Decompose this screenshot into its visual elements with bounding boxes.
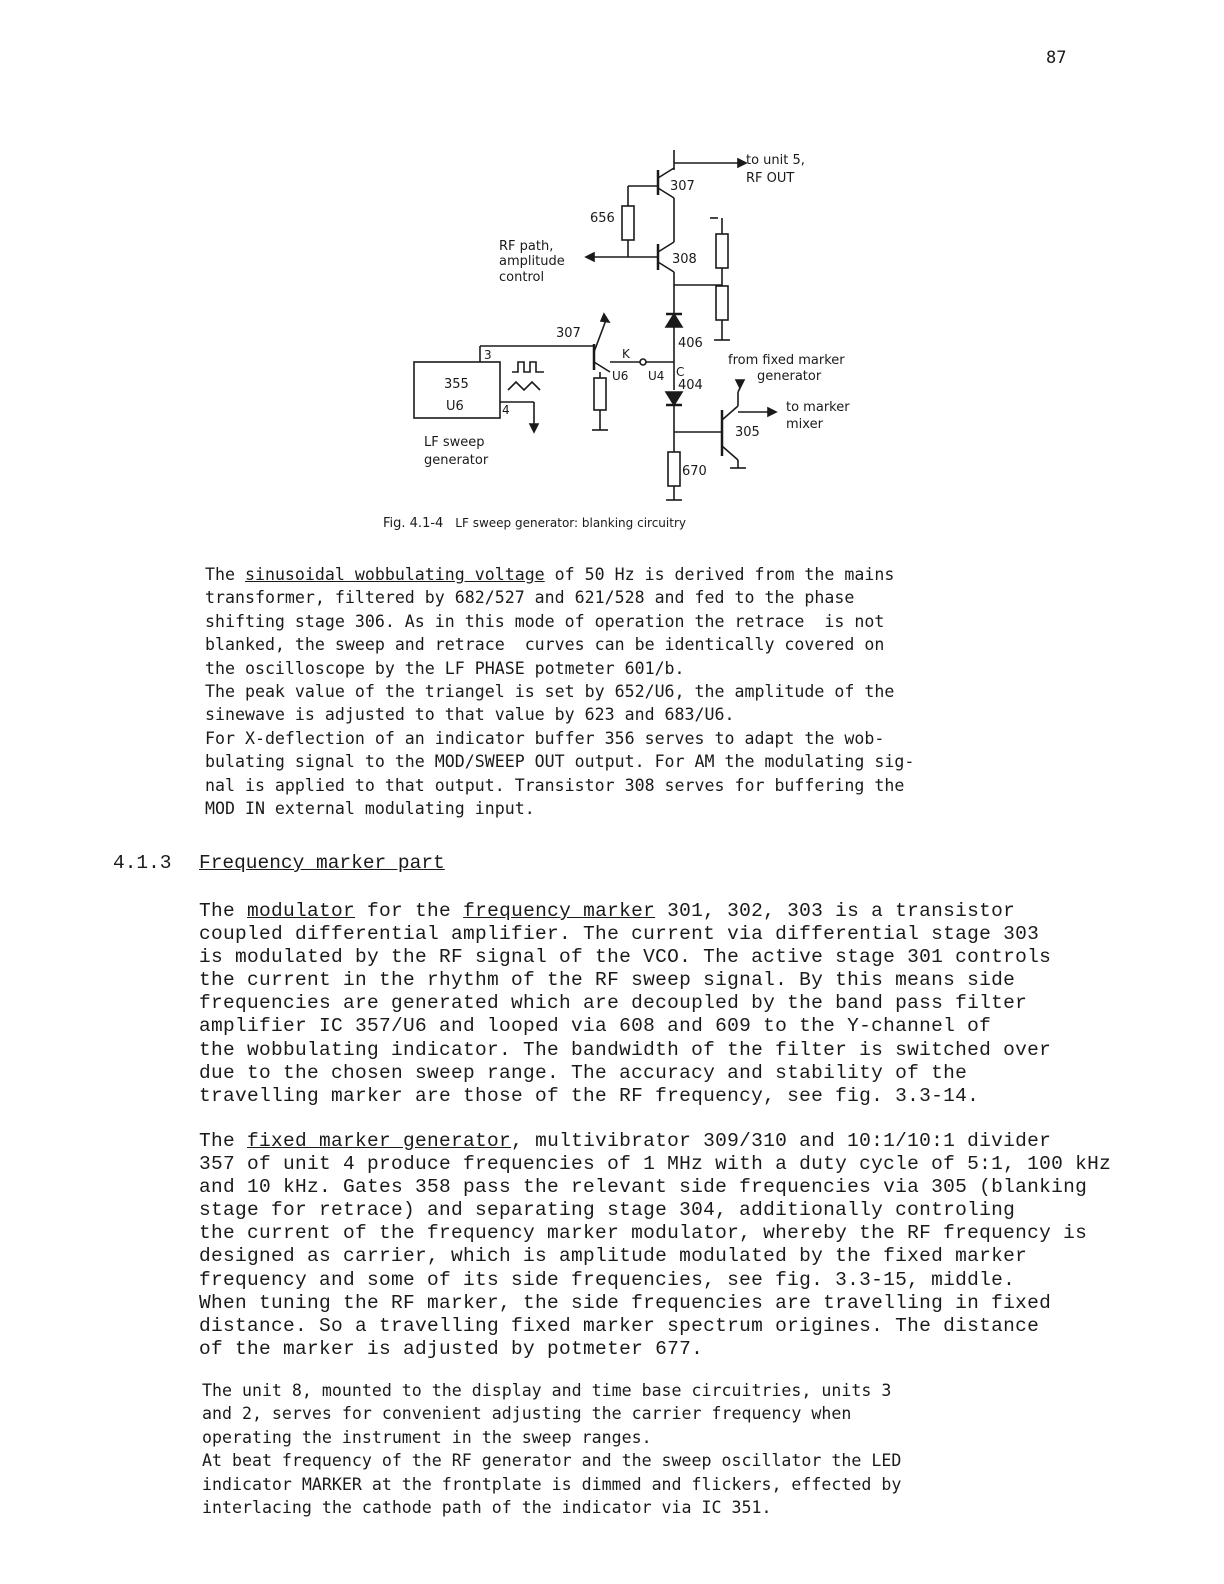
underlined-term: sinusoidal wobbulating voltage <box>244 565 545 584</box>
label-to-unit5: to unit 5, <box>746 153 805 168</box>
underlined-term: modulator <box>247 900 356 922</box>
label-670: 670 <box>682 464 707 479</box>
label-308: 308 <box>672 252 697 267</box>
text: for the <box>355 900 464 922</box>
wire <box>658 168 674 178</box>
wire <box>594 362 610 372</box>
blanking-circuit-diagram <box>400 140 880 520</box>
text: The <box>199 1130 248 1152</box>
label-pin3: 3 <box>484 348 492 362</box>
wire <box>658 242 674 252</box>
label-control: control <box>499 270 545 285</box>
diode-406 <box>666 314 682 327</box>
underlined-term: fixed marker generator <box>247 1130 512 1152</box>
paragraph-unit8: The unit 8, mounted to the display and time base circuitries, units 3 and 2, serves for convenient adjusting the carrier frequency when operating the instrument in the sweep ranges. At beat frequency of the RF generator and the sweep oscillator the LED indicator MARKER at the frontplate is dimmed and flickers, effected by interlacing the cathode path of the indicator via IC 351. <box>202 1381 902 1518</box>
label-pin4: 4 <box>502 403 510 417</box>
resistor <box>594 378 606 410</box>
circuit-figure <box>400 140 880 520</box>
caption-text: LF sweep generator: blanking circuitry <box>455 516 686 530</box>
label-305: 305 <box>735 425 760 440</box>
label-c: C <box>676 365 685 379</box>
label-307b: 307 <box>556 326 581 341</box>
label-ic-u6: U6 <box>446 399 464 414</box>
label-lf-sweep: LF sweep <box>424 435 485 450</box>
arrow-down-icon <box>530 424 538 432</box>
section-number: 4.1.3 <box>113 852 172 874</box>
terminal-k <box>640 359 646 365</box>
text: The <box>199 900 248 922</box>
resistor-656 <box>622 206 634 240</box>
resistor <box>716 286 728 320</box>
arrow-left-icon <box>586 253 594 261</box>
arrow-icon <box>601 314 609 322</box>
text: 301, 302, 303 is a transistor coupled differential amplifier. The current via differential stage 303 is modulated by the RF signal of the VCO. The active stage 301 controls the current in the rhythm of the RF sweep signal. By this means side frequencies are generated which are decoupled by the band pass filter amplifier IC 357/U6 and looped via 608 and 609 to the Y-channel of the wobbulating indicator. The bandwidth of the filter is switched over due to the chosen sweep range. The accuracy and stability of the travelling marker are those of the RF frequency, see fig. 3.3-14. <box>199 900 1052 1107</box>
label-rf-path: RF path, <box>499 239 554 254</box>
label-amplitude: amplitude <box>499 254 565 269</box>
label-u4: U4 <box>648 369 665 383</box>
label-406: 406 <box>678 336 703 351</box>
square-wave-icon <box>512 362 544 372</box>
label-u6: U6 <box>612 369 629 383</box>
label-rf-out: RF OUT <box>746 171 795 186</box>
figure-caption <box>383 516 686 531</box>
label-from-fixed-marker: from fixed marker <box>728 353 845 368</box>
resistor-670 <box>668 452 680 486</box>
arrow-down-icon <box>736 380 744 388</box>
wire <box>594 320 606 352</box>
paragraph-modulator <box>199 900 1051 1108</box>
text: The <box>205 565 245 584</box>
label-656: 656 <box>590 211 615 226</box>
caption-number: Fig. 4.1-4 <box>383 516 444 531</box>
label-generator: generator <box>424 453 489 468</box>
section-title: Frequency marker part <box>199 852 445 874</box>
arrow-right-icon <box>738 159 746 167</box>
triangle-wave-icon <box>508 382 540 390</box>
label-k: K <box>622 347 630 361</box>
label-to-marker: to marker <box>786 400 850 415</box>
resistor <box>716 234 728 268</box>
page-number: 87 <box>1046 48 1067 68</box>
label-generator-2: generator <box>757 369 822 384</box>
paragraph-fixed-marker <box>199 1130 1111 1361</box>
paragraph-sweep-voltage <box>205 563 914 820</box>
label-404: 404 <box>678 378 703 393</box>
wire <box>722 406 738 420</box>
label-mixer: mixer <box>786 417 823 432</box>
underlined-term: frequency marker <box>463 900 656 922</box>
wire <box>722 446 738 460</box>
label-307: 307 <box>670 179 695 194</box>
text: of 50 Hz is derived from the mains transformer, filtered by 682/527 and 621/528 and fed to the phase shifting stage 306. As in this mode of operation the retrace is not blanked, the sweep and retrace curves can be identically covered on the oscilloscope by the LF PHASE potmeter 601/b. The peak value of the triangel is set by 652/U6, the amplitude of the sinewave is adjusted to that value by 623 and 683/U6. For X-deflection of an indicator buffer 356 serves to adapt the wob- bulating signal to the MOD/SWEEP OUT output. For AM the modulating sig- nal is applied to that output. Transistor 308 serves for buffering the MOD IN external modulating input. <box>205 565 915 819</box>
label-ic-355: 355 <box>444 377 469 392</box>
diode-404 <box>666 392 682 405</box>
text: , multivibrator 309/310 and 10:1/10:1 divider 357 of unit 4 produce frequencies of 1 MHz with a duty cycle of 5:1, 100 kHz and 10 kHz. Gates 358 pass the relevant side frequencies via 305 (blanking stage for retrace) and separating stage 304, additionally controling the current of the frequency marker modulator, whereby the RF frequency is designed as carrier, which is amplitude modulated by the fixed marker frequency and some of its side frequencies, see fig. 3.3-15, middle. When tuning the RF marker, the side frequencies are travelling in fixed distance. So a travelling fixed marker spectrum origines. The distance of the marker is adjusted by potmeter 677. <box>199 1130 1112 1360</box>
arrow-right-icon <box>768 408 776 416</box>
